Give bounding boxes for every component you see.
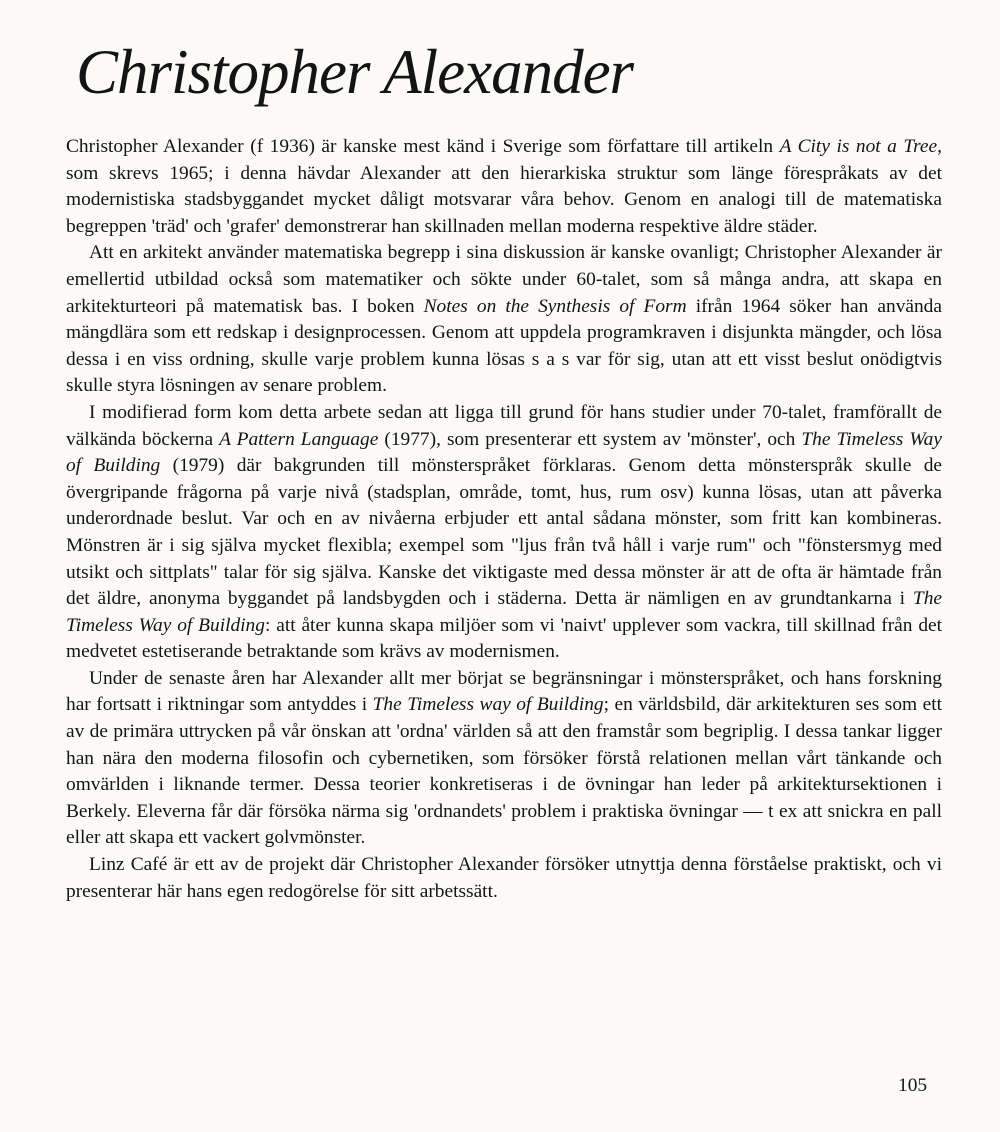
paragraph: Under de senaste åren har Alexander allt mer börjat se begränsningar i mönsterspråket, och hans forskning har fortsatt i riktningar som antyddes i The Timeless way of Building; en världsbild, där arkitekturen ses som ett av de primära uttrycken på vår önskan att 'ordna' världen så att den framstår som begriplig. I dessa tankar ligger han nära den moderna filosofin och cybernetiken, som försöker förstå relationen mellan vårt tänkande och omvärlden i liknande termer. Dessa teorier konkretiseras i de övningar han leder på arkitektursektionen i Berkely. Eleverna får där försöka närma sig 'ordnandets' problem i praktiska övningar — t ex att snickra en pall eller att skapa ett vackert golvmönster. — [66, 667, 942, 849]
italic-title: The Timeless Way of Building — [66, 428, 942, 477]
italic-title: Notes on the Synthesis of Form — [423, 295, 687, 317]
paragraph: Christopher Alexander (f 1936) är kanske mest känd i Sverige som författare till artikeln A City is not a Tree, som skrevs 1965; i denna hävdar Alexander att den hierarkiska struktur som länge förespråkats av det modernistiska stadsbyggandet mycket dåligt motsvarar våra behov. Genom en analogi till de matematiska begreppen 'träd' och 'grafer' demonstrerar han skillnaden mellan moderna respektive äldre städer. — [66, 136, 942, 237]
page-number: 105 — [898, 1075, 928, 1096]
page-title: Christopher Alexander — [76, 37, 634, 107]
paragraph: I modifierad form kom detta arbete sedan att ligga till grund för hans studier under 70-talet, framförallt de välkända böckerna A Pattern Language (1977), som presenterar ett system av 'mönster', och The Timeless Way of Building (1979) där bakgrunden till mönsterspråket förklaras. Genom detta mönsterspråk skulle de övergripande frågorna på varje nivå (stadsplan, område, tomt, hus, rum osv) kunna lösas, utan att påverka underordnade beslut. Var och en av nivåerna erbjuder ett antal sådana mönster, som fritt kan kombineras. Mönstren är i sig själva mycket flexibla; exempel som "ljus från två håll i varje rum" och "fönstersmyg med utsikt och sittplats" talar för sig själva. Kanske det viktigaste med dessa mönster är att de ofta är hämtade från det äldre, anonyma byggandet på landsbygden och i städerna. Detta är nämligen en av grundtankarna i The Timeless Way of Building: att åter kunna skapa miljöer som vi 'naivt' upplever som vackra, till skillnad från det medvetet estetiserande betraktande som krävs av modernismen. — [66, 401, 943, 663]
paragraph: Linz Café är ett av de projekt där Christopher Alexander försöker utnyttja denna förståelse praktiskt, och vi presenterar här hans egen redogörelse för sitt arbetssätt. — [66, 854, 942, 902]
italic-title: The Timeless Way of Building — [66, 588, 942, 636]
italic-title: A Pattern Language — [219, 428, 379, 450]
article-body — [66, 134, 942, 905]
italic-title: The Timeless way of Building — [372, 694, 604, 716]
italic-title: A City is not a Tree — [779, 136, 938, 157]
paragraph: Att en arkitekt använder matematiska begrepp i sina diskussion är kanske ovanligt; Christopher Alexander är emellertid utbildad också som matematiker och sökte under 60-talet, som så många andra, att skapa en arkitekturteori på matematisk bas. I boken Notes on the Synthesis of Form ifrån 1964 söker han använda mängdlära som ett redskap i designprocessen. Genom att uppdela programkraven i disjunkta mängder, och lösa dessa i en viss ordning, skulle varje problem kunna lösas s a s var för sig, utan att ett visst beslut onödigtvis skulle styra lösningen av senare problem. — [66, 242, 942, 397]
